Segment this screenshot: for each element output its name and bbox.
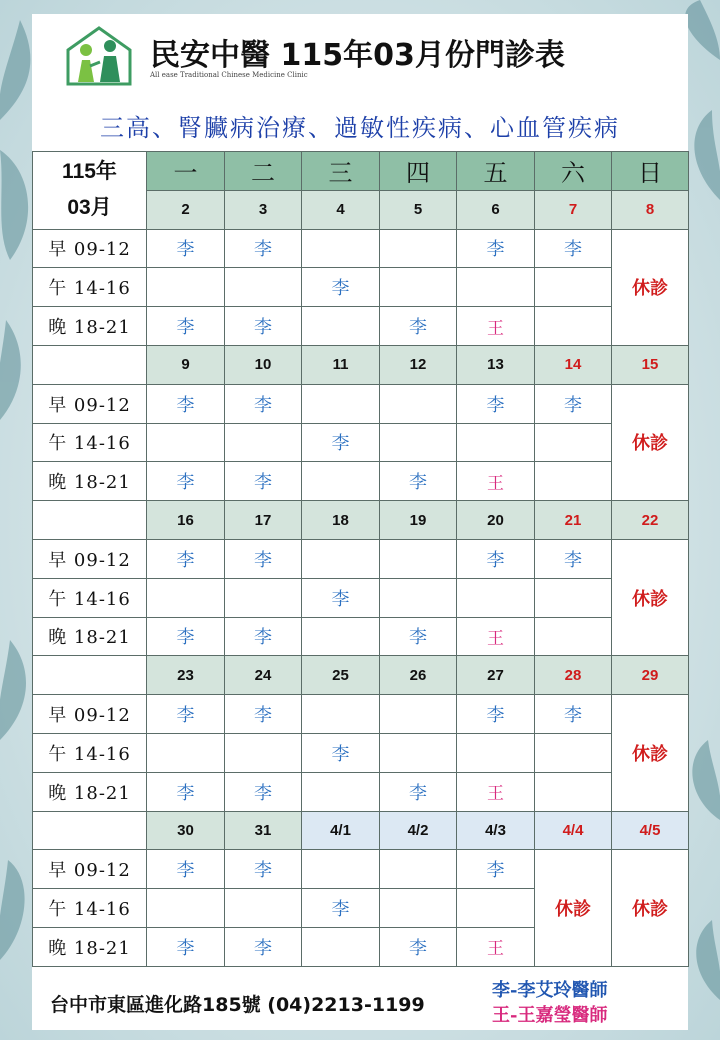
- time-slot-label: 早 09-12: [33, 695, 147, 734]
- weekday-header-row: [33, 152, 689, 191]
- doctor-cell: 李: [380, 927, 457, 966]
- date-cell: 12: [380, 345, 457, 384]
- doctor-cell: [535, 423, 612, 462]
- doctor-cell: [380, 889, 457, 928]
- doctor-cell: 李: [147, 695, 225, 734]
- doctor-cell: [302, 617, 380, 656]
- doctor-cell: [302, 927, 380, 966]
- doctor-cell: [225, 733, 302, 772]
- slot-row-morning: [33, 695, 689, 734]
- date-cell: 19: [380, 501, 457, 540]
- doctor-cell: 李: [302, 733, 380, 772]
- doctor-cell: 李: [147, 617, 225, 656]
- time-slot-label: 晚 18-21: [33, 772, 147, 811]
- doctor-cell: 李: [147, 229, 225, 268]
- doctor-cell: [225, 423, 302, 462]
- slot-row-afternoon: [33, 423, 689, 462]
- doctor-cell: 王: [457, 617, 535, 656]
- doctor-cell: 李: [457, 384, 535, 423]
- month-number-label: 03月: [67, 196, 112, 220]
- doctor-cell: 李: [302, 578, 380, 617]
- weekday-header: 四: [380, 152, 457, 191]
- date-cell: 4/2: [380, 811, 457, 850]
- doctor-cell: 王: [457, 772, 535, 811]
- slot-row-morning: [33, 850, 689, 889]
- time-slot-label: 早 09-12: [33, 539, 147, 578]
- weekday-header: 二: [225, 152, 302, 191]
- date-cell: 4/1: [302, 811, 380, 850]
- doctor-cell: 李: [147, 927, 225, 966]
- slot-row-evening: [33, 772, 689, 811]
- date-row-spacer: [33, 811, 147, 850]
- date-cell: 7: [535, 190, 612, 229]
- date-cell: 2: [147, 190, 225, 229]
- doctor-cell: 李: [457, 695, 535, 734]
- doctor-cell: 李: [457, 229, 535, 268]
- clinic-schedule-table: [32, 151, 689, 967]
- date-cell: 15: [612, 345, 689, 384]
- slot-row-evening: [33, 462, 689, 501]
- slot-row-morning: [33, 229, 689, 268]
- doctor-cell: [225, 578, 302, 617]
- doctor-cell: 李: [535, 384, 612, 423]
- date-cell: 14: [535, 345, 612, 384]
- doctor-cell: [457, 889, 535, 928]
- doctor-cell: 李: [380, 772, 457, 811]
- doctor-cell: [535, 462, 612, 501]
- date-cell: 11: [302, 345, 380, 384]
- clinic-address-phone: 台中市東區進化路185號 (04)2213-1199: [50, 994, 425, 1016]
- date-row-spacer: [33, 656, 147, 695]
- doctor-cell: 李: [535, 539, 612, 578]
- doctor-cell: 李: [147, 307, 225, 346]
- doctor-cell: [380, 850, 457, 889]
- time-slot-label: 早 09-12: [33, 229, 147, 268]
- clinic-title: 民安中醫 115年03月份門診表: [150, 38, 565, 73]
- date-cell: 3: [225, 190, 302, 229]
- closed-cell-saturday: 休診: [535, 850, 612, 966]
- specialty-list: 三高、腎臟病治療、過敏性疾病、心血管疾病: [100, 114, 620, 142]
- time-slot-label: 午 14-16: [33, 733, 147, 772]
- slot-row-evening: [33, 307, 689, 346]
- doctor-cell: 李: [225, 850, 302, 889]
- doctor-cell: 李: [225, 617, 302, 656]
- date-cell: 24: [225, 656, 302, 695]
- time-slot-label: 晚 18-21: [33, 617, 147, 656]
- date-cell: 18: [302, 501, 380, 540]
- doctor-cell: [147, 268, 225, 307]
- doctor-cell: [147, 733, 225, 772]
- slot-row-afternoon: [33, 268, 689, 307]
- doctor-cell: [457, 268, 535, 307]
- legend-doctor-wang: 王-王嘉瑩醫師: [492, 1005, 608, 1026]
- doctor-cell: 李: [380, 307, 457, 346]
- date-cell: 5: [380, 190, 457, 229]
- month-label: [33, 152, 147, 230]
- doctor-cell: [302, 384, 380, 423]
- doctor-cell: 李: [225, 539, 302, 578]
- closed-cell-sunday: 休診: [612, 384, 689, 500]
- time-slot-label: 午 14-16: [33, 268, 147, 307]
- doctor-legend: [492, 978, 607, 1028]
- date-cell: 10: [225, 345, 302, 384]
- doctor-cell: [302, 772, 380, 811]
- date-cell: 26: [380, 656, 457, 695]
- doctor-cell: 李: [302, 423, 380, 462]
- weekday-header: 一: [147, 152, 225, 191]
- doctor-cell: [147, 889, 225, 928]
- closed-cell-sunday: 休診: [612, 539, 689, 655]
- doctor-cell: [380, 539, 457, 578]
- date-row: [33, 656, 689, 695]
- date-cell: 30: [147, 811, 225, 850]
- date-cell: 8: [612, 190, 689, 229]
- doctor-cell: [380, 423, 457, 462]
- doctor-cell: [147, 423, 225, 462]
- doctor-cell: 李: [225, 695, 302, 734]
- doctor-cell: [535, 772, 612, 811]
- doctor-cell: [535, 307, 612, 346]
- time-slot-label: 早 09-12: [33, 384, 147, 423]
- date-cell: 25: [302, 656, 380, 695]
- doctor-cell: 李: [457, 850, 535, 889]
- doctor-cell: 李: [147, 462, 225, 501]
- doctor-cell: 王: [457, 307, 535, 346]
- doctor-cell: 李: [380, 462, 457, 501]
- doctor-cell: [302, 539, 380, 578]
- weekday-header: 五: [457, 152, 535, 191]
- doctor-cell: 李: [225, 307, 302, 346]
- doctor-cell: [380, 578, 457, 617]
- doctor-cell: 李: [535, 695, 612, 734]
- doctor-cell: [302, 850, 380, 889]
- date-cell: 27: [457, 656, 535, 695]
- doctor-cell: [380, 268, 457, 307]
- doctor-cell: 李: [302, 889, 380, 928]
- date-cell: 20: [457, 501, 535, 540]
- doctor-cell: [225, 889, 302, 928]
- closed-cell-sunday: 休診: [612, 850, 689, 966]
- doctor-cell: 李: [147, 772, 225, 811]
- doctor-cell: [535, 268, 612, 307]
- date-cell: 16: [147, 501, 225, 540]
- doctor-cell: [302, 462, 380, 501]
- year-label: 115年: [62, 160, 117, 184]
- doctor-cell: [457, 423, 535, 462]
- doctor-cell: 李: [302, 268, 380, 307]
- date-cell: 28: [535, 656, 612, 695]
- date-row: [33, 345, 689, 384]
- doctor-cell: [380, 733, 457, 772]
- weekday-header: 三: [302, 152, 380, 191]
- doctor-cell: 王: [457, 927, 535, 966]
- doctor-cell: [302, 229, 380, 268]
- weekday-header: 六: [535, 152, 612, 191]
- doctor-cell: [535, 578, 612, 617]
- closed-cell-sunday: 休診: [612, 229, 689, 345]
- time-slot-label: 午 14-16: [33, 578, 147, 617]
- slot-row-morning: [33, 384, 689, 423]
- closed-cell-sunday: 休診: [612, 695, 689, 811]
- date-cell: 4: [302, 190, 380, 229]
- slot-row-morning: [33, 539, 689, 578]
- doctor-cell: 李: [225, 462, 302, 501]
- date-cell: 6: [457, 190, 535, 229]
- time-slot-label: 早 09-12: [33, 850, 147, 889]
- doctor-cell: [302, 695, 380, 734]
- doctor-cell: 李: [147, 539, 225, 578]
- date-cell: 4/3: [457, 811, 535, 850]
- date-cell: 17: [225, 501, 302, 540]
- date-cell: 9: [147, 345, 225, 384]
- time-slot-label: 晚 18-21: [33, 927, 147, 966]
- slot-row-afternoon: [33, 733, 689, 772]
- date-row: [33, 811, 689, 850]
- clinic-logo-family-icon: [62, 26, 136, 86]
- doctor-cell: [225, 268, 302, 307]
- legend-doctor-li: 李-李艾玲醫師: [492, 980, 608, 1001]
- doctor-cell: [302, 307, 380, 346]
- date-row-spacer: [33, 501, 147, 540]
- date-cell: 29: [612, 656, 689, 695]
- date-row: [33, 501, 689, 540]
- date-cell: 21: [535, 501, 612, 540]
- clinic-header: [62, 22, 662, 90]
- weekday-header: 日: [612, 152, 689, 191]
- doctor-cell: [380, 384, 457, 423]
- date-cell: 23: [147, 656, 225, 695]
- doctor-cell: [535, 733, 612, 772]
- doctor-cell: 李: [225, 229, 302, 268]
- doctor-cell: [380, 695, 457, 734]
- doctor-cell: [457, 578, 535, 617]
- doctor-cell: 李: [457, 539, 535, 578]
- doctor-cell: 王: [457, 462, 535, 501]
- date-row-spacer: [33, 345, 147, 384]
- doctor-cell: [535, 617, 612, 656]
- doctor-cell: 李: [535, 229, 612, 268]
- time-slot-label: 晚 18-21: [33, 462, 147, 501]
- date-cell: 4/4: [535, 811, 612, 850]
- date-cell: 31: [225, 811, 302, 850]
- time-slot-label: 午 14-16: [33, 889, 147, 928]
- clinic-english-name: All ease Traditional Chinese Medicine Clinic: [150, 71, 308, 79]
- doctor-cell: 李: [225, 772, 302, 811]
- doctor-cell: [457, 733, 535, 772]
- doctor-cell: 李: [147, 850, 225, 889]
- time-slot-label: 午 14-16: [33, 423, 147, 462]
- date-cell: 22: [612, 501, 689, 540]
- doctor-cell: 李: [380, 617, 457, 656]
- time-slot-label: 晚 18-21: [33, 307, 147, 346]
- date-cell: 13: [457, 345, 535, 384]
- date-cell: 4/5: [612, 811, 689, 850]
- doctor-cell: 李: [147, 384, 225, 423]
- doctor-cell: [147, 578, 225, 617]
- doctor-cell: 李: [225, 384, 302, 423]
- slot-row-afternoon: [33, 578, 689, 617]
- slot-row-evening: [33, 617, 689, 656]
- doctor-cell: 李: [225, 927, 302, 966]
- doctor-cell: [380, 229, 457, 268]
